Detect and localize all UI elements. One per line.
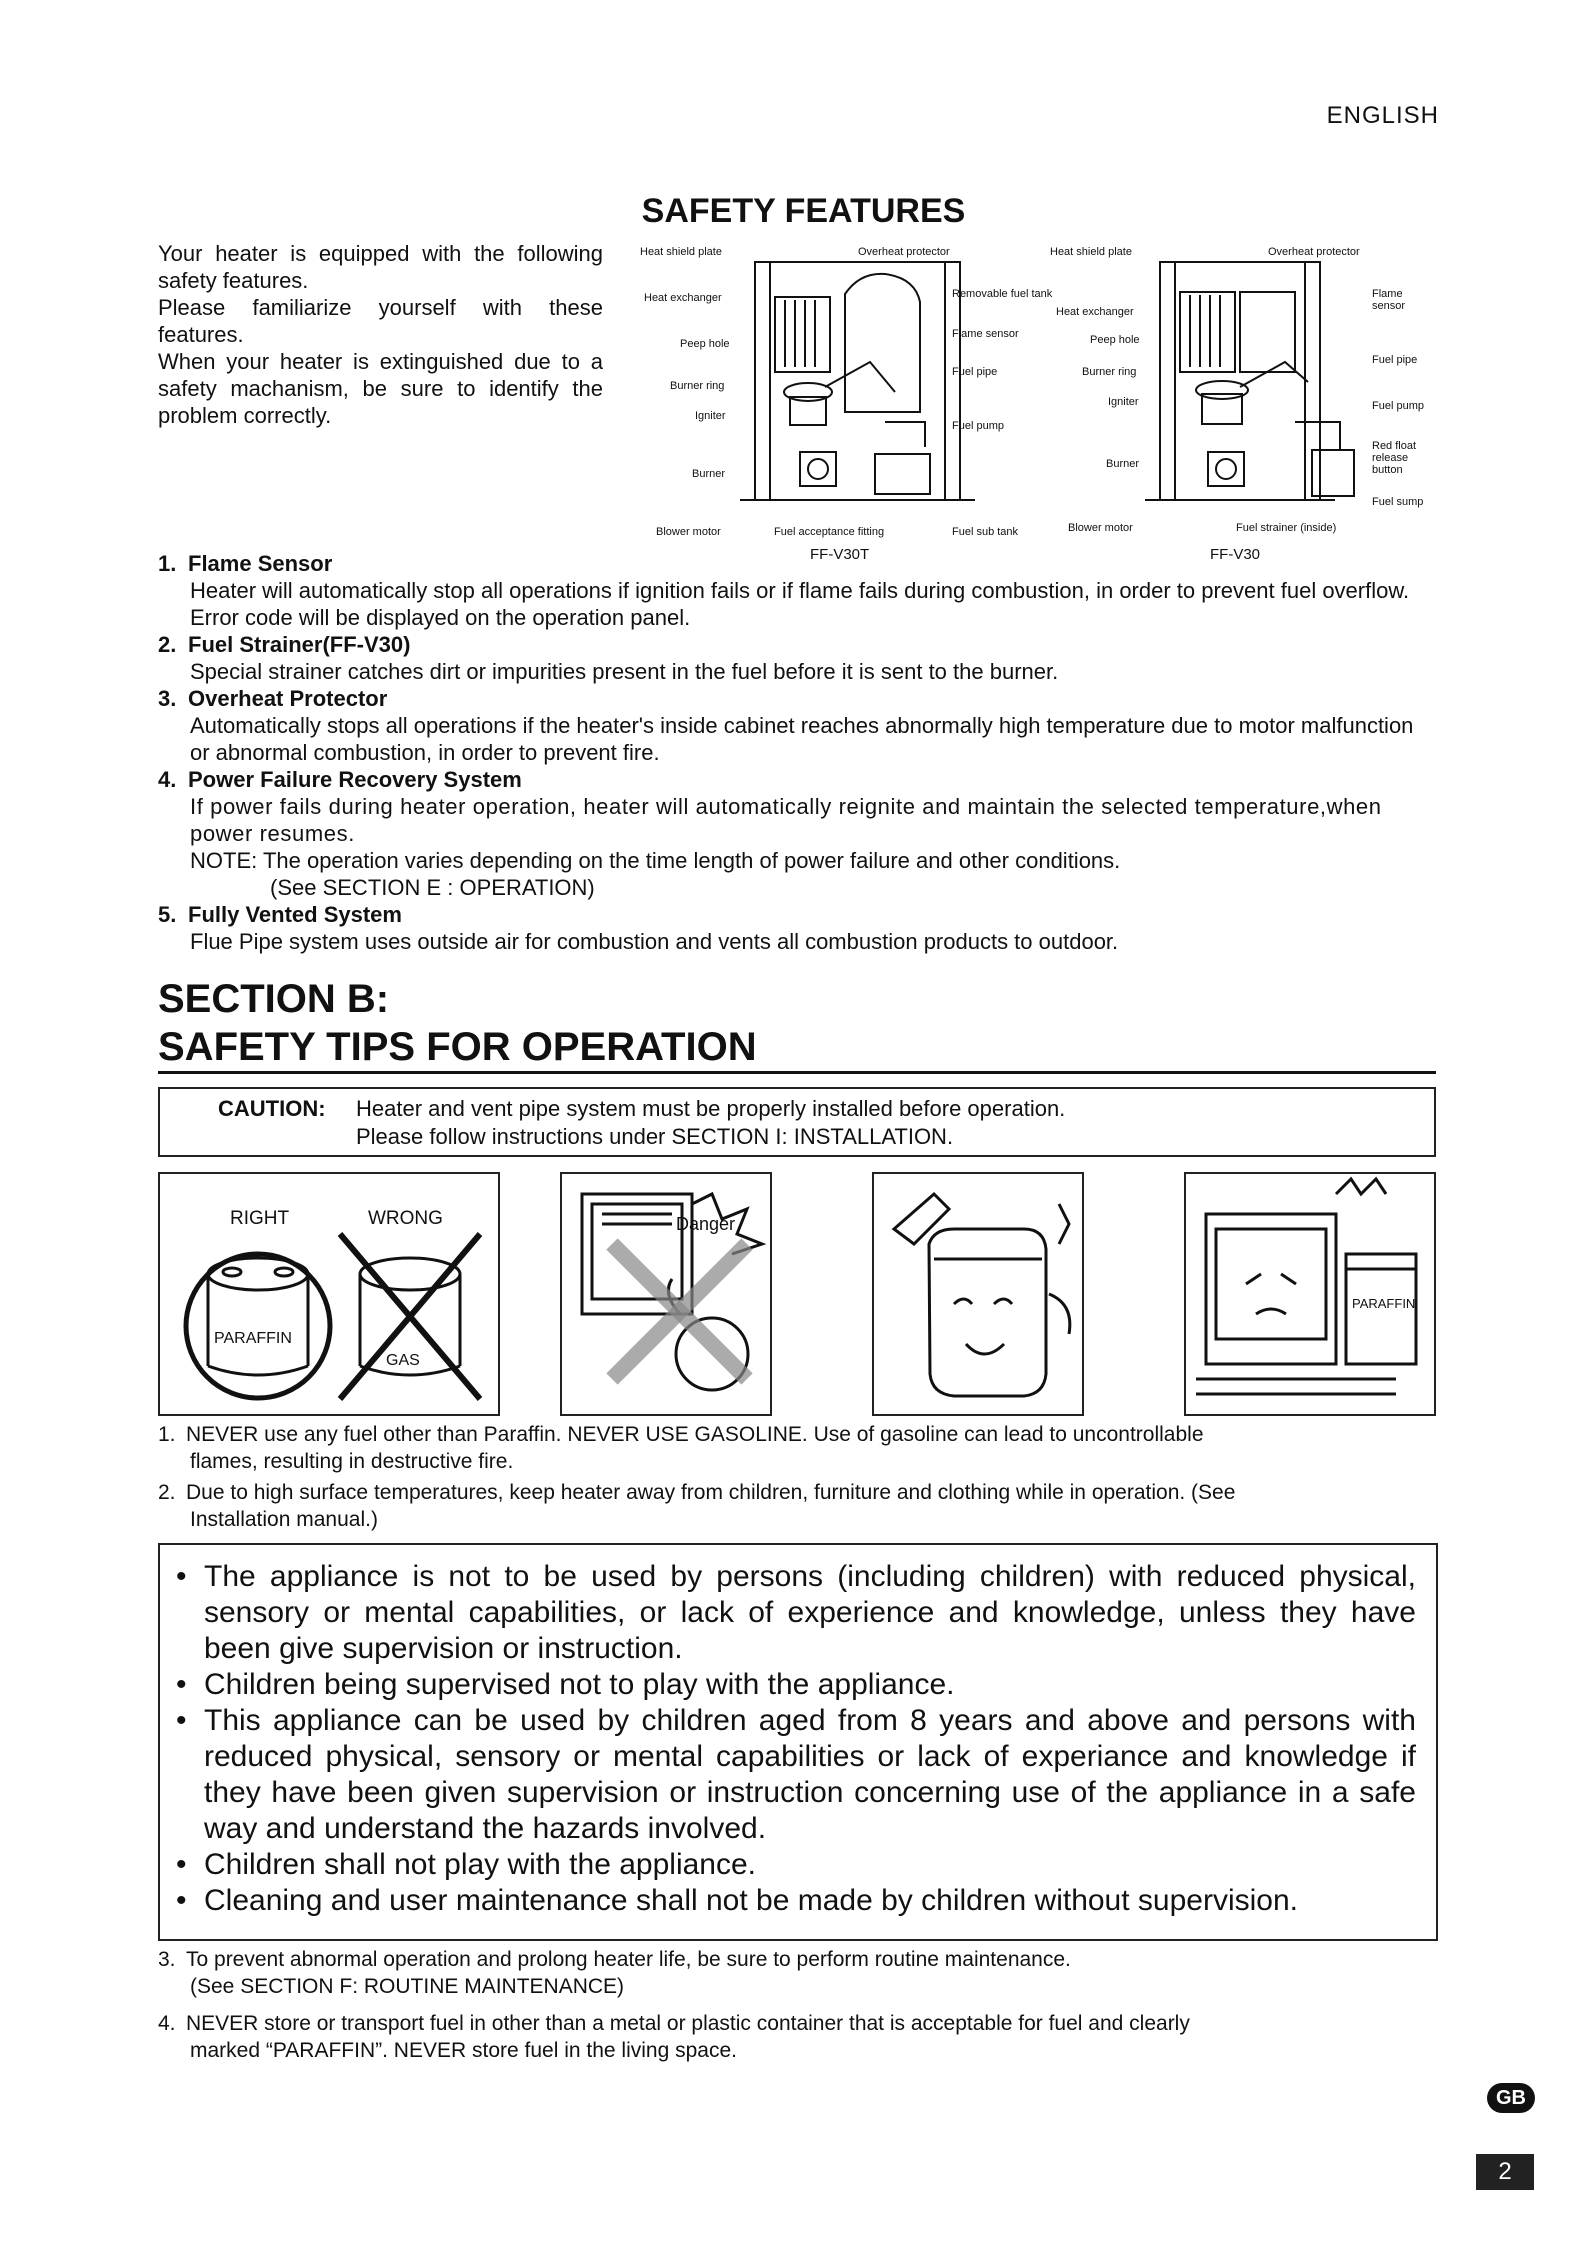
safety-features-title: SAFETY FEATURES	[641, 192, 966, 230]
feature-note-reference: (See SECTION E : OPERATION)	[270, 875, 595, 900]
warning-text: Children shall not play with the appliance.	[204, 1848, 756, 1881]
wrong-label: WRONG	[368, 1208, 443, 1229]
feature-body: Special strainer catches dirt or impurities present in the fuel before it is sent to the burner.	[190, 659, 1059, 684]
feature-note: NOTE: The operation varies depending on the time length of power failure and other conditions.	[190, 848, 1121, 873]
tip-text: Installation manual.)	[190, 1508, 378, 1531]
feature-item	[158, 631, 1438, 685]
feature-title: Overheat Protector	[188, 686, 388, 711]
feature-title: Power Failure Recovery System	[188, 767, 522, 792]
tip-text: NEVER store or transport fuel in other than a metal or plastic container that is acceptable for fuel and clearly	[186, 2012, 1190, 2035]
label-flame-sensor: Flame	[1372, 288, 1403, 300]
label-fuel-strainer: Fuel strainer (inside)	[1236, 522, 1337, 534]
tip-text: marked “PARAFFIN”. NEVER store fuel in the living space.	[190, 2039, 737, 2062]
caution-label: CAUTION:	[218, 1096, 326, 1121]
label-burner: Burner	[692, 468, 726, 480]
section-b-title: SAFETY TIPS FOR OPERATION	[158, 1025, 757, 1069]
label-heat-shield-plate: Heat shield plate	[640, 246, 722, 258]
label-overheat-protector: Overheat protector	[1268, 246, 1360, 258]
label-fuel-pipe: Fuel pipe	[1372, 354, 1418, 366]
safety-tips-list	[158, 1946, 1438, 2064]
label-peep-hole: Peep hole	[1090, 334, 1140, 346]
caution-text: Please follow instructions under SECTION I: INSTALLATION.	[356, 1124, 954, 1149]
warning-item: • The appliance is not to be used by persons (including children) with reduced physical, sensory or mental capabilities, or lack of experience and knowledge, unless they have been give supervision or instruction.	[176, 1560, 1416, 1665]
intro-line: Please familiarize yourself with these features.	[158, 295, 603, 347]
feature-item	[158, 901, 1438, 955]
warning-text: Cleaning and user maintenance shall not be made by children without supervision.	[204, 1884, 1298, 1917]
label-peep-hole: Peep hole	[680, 338, 730, 350]
heater-diagram-ff-v30t	[640, 242, 1060, 562]
feature-number: 2.	[158, 632, 177, 657]
tip-item	[158, 1946, 1438, 2000]
feature-body: If power fails during heater operation, heater will automatically reignite and maintain the selected temperature,when power resumes.	[190, 794, 1382, 846]
tip-number: 2.	[158, 1481, 176, 1504]
danger-label: Danger	[676, 1214, 736, 1234]
feature-title: Fully Vented System	[188, 902, 402, 927]
model-name: FF-V30T	[810, 546, 870, 563]
paraffin-storage-picture	[1184, 1172, 1436, 1416]
feature-item	[158, 766, 1438, 901]
feature-number: 5.	[158, 902, 177, 927]
feature-number: 1.	[158, 551, 177, 576]
feature-body: Flue Pipe system uses outside air for combustion and vents all combustion products to outdoor.	[190, 929, 1119, 954]
feature-title: Flame Sensor	[188, 551, 333, 576]
warning-item: • Children being supervised not to play with the appliance.	[176, 1668, 955, 1701]
caution-box	[158, 1087, 1436, 1157]
heater-cleaning-picture	[872, 1172, 1084, 1416]
label-burner-ring: Burner ring	[670, 380, 725, 392]
paraffin-can-label: PARAFFIN	[1352, 1296, 1416, 1311]
region-badge: GB	[1487, 2083, 1535, 2113]
label-fuel-pump: Fuel pump	[952, 420, 1004, 432]
tip-text: NEVER use any fuel other than Paraffin. NEVER USE GASOLINE. Use of gasoline can lead to uncontrollable	[186, 1423, 1204, 1446]
section-divider	[158, 1071, 1436, 1074]
section-b-label: SECTION B:	[158, 977, 390, 1021]
warning-list	[160, 1545, 1436, 1919]
warning-text: This appliance can be used by children aged from 8 years and above and persons with reduced physical, sensory or mental capabilities or lack of experiance and knowledge if they have been given supervision or instruction concerning use of the appliance in a safe way and understand the hazards involved.	[204, 1704, 1416, 1845]
label-blower-motor: Blower motor	[1068, 522, 1133, 534]
intro-line: When your heater is extinguished due to a safety machanism, be sure to identify the problem correctly.	[158, 349, 603, 428]
feature-title: Fuel Strainer(FF-V30)	[188, 632, 411, 657]
warning-item: • Children shall not play with the appliance.	[176, 1848, 756, 1881]
feature-number: 4.	[158, 767, 177, 792]
tip-text: Due to high surface temperatures, keep heater away from children, furniture and clothing while in operation. (See	[186, 1481, 1236, 1504]
label-burner: Burner	[1106, 458, 1140, 470]
label-heat-exchanger: Heat exchanger	[1056, 306, 1134, 318]
warning-text: The appliance is not to be used by persons (including children) with reduced physical, sensory or mental capabilities, or lack of experience and knowledge, unless they have been give supervision or instruction.	[204, 1560, 1416, 1665]
label-fuel-pipe: Fuel pipe	[952, 366, 998, 378]
label-burner-ring: Burner ring	[1082, 366, 1137, 378]
label-igniter: Igniter	[695, 410, 726, 422]
tip-number: 4.	[158, 2012, 176, 2035]
language-label: ENGLISH	[1326, 102, 1439, 129]
feature-item	[158, 550, 1438, 631]
label-fuel-sump: Fuel sump	[1372, 496, 1424, 508]
tip-item	[158, 1479, 1438, 1533]
paraffin-can-label: PARAFFIN	[214, 1330, 292, 1347]
feature-number: 3.	[158, 686, 177, 711]
heater-with-brush-illustration	[874, 1174, 1082, 1414]
child-danger-picture	[560, 1172, 772, 1416]
label-heat-shield-plate: Heat shield plate	[1050, 246, 1132, 258]
label-flame-sensor: Flame sensor	[952, 328, 1019, 340]
warning-item: • Cleaning and user maintenance shall not be made by children without supervision.	[176, 1884, 1298, 1917]
tip-item	[158, 1421, 1438, 1475]
warning-text: Children being supervised not to play with the appliance.	[204, 1668, 955, 1701]
safety-tips-list	[158, 1421, 1438, 1533]
label-removable-fuel-tank: Removable fuel tank	[952, 288, 1053, 300]
caution-text: Heater and vent pipe system must be properly installed before operation.	[356, 1096, 1066, 1121]
label-red-float-release-button: Red float	[1372, 440, 1417, 452]
feature-body: Automatically stops all operations if the heater's inside cabinet reaches abnormally high temperature due to motor malfunction or abnormal combustion, in order to prevent fire.	[190, 713, 1414, 765]
label-red-float-release-button: release	[1372, 452, 1409, 464]
safety-features-list	[158, 550, 1438, 955]
section-b-heading	[158, 975, 757, 1071]
tip-item	[158, 2010, 1438, 2064]
label-red-float-release-button: button	[1372, 464, 1403, 476]
tip-text: flames, resulting in destructive fire.	[190, 1450, 514, 1473]
heater-diagram-ff-v30	[1050, 242, 1450, 562]
fuel-right-wrong-picture	[158, 1172, 500, 1416]
model-name: FF-V30	[1210, 546, 1261, 563]
warning-item: • This appliance can be used by children aged from 8 years and above and persons with reduced physical, sensory or mental capabilities or lack of experiance and knowledge if they have been given supervision or instruction concerning use of the appliance in a safe way and understand the hazards involved.	[176, 1704, 1416, 1845]
gas-can-label: GAS	[386, 1352, 420, 1369]
intro-line: Your heater is equipped with the following safety features.	[158, 241, 603, 293]
tip-text: (See SECTION F: ROUTINE MAINTENANCE)	[190, 1975, 625, 1998]
page-number: 2	[1476, 2154, 1534, 2190]
tip-number: 3.	[158, 1948, 176, 1971]
appliance-usage-warning-box	[158, 1543, 1438, 1941]
child-touching-heater-illustration	[562, 1174, 770, 1414]
safety-intro	[158, 240, 603, 429]
right-label: RIGHT	[230, 1208, 290, 1229]
heater-cutaway-illustration	[1050, 242, 1450, 532]
label-heat-exchanger: Heat exchanger	[644, 292, 722, 304]
label-igniter: Igniter	[1108, 396, 1139, 408]
feature-body: Heater will automatically stop all operations if ignition fails or if flame fails during combustion, in order to prevent fuel overflow. Error code will be displayed on the operation panel.	[190, 578, 1410, 630]
label-flame-sensor: sensor	[1372, 300, 1406, 312]
label-fuel-pump: Fuel pump	[1372, 400, 1424, 412]
feature-item	[158, 685, 1438, 766]
label-overheat-protector: Overheat protector	[858, 246, 950, 258]
tip-text: To prevent abnormal operation and prolong heater life, be sure to perform routine maintenance.	[186, 1948, 1071, 1971]
label-blower-motor: Blower motor	[656, 526, 721, 538]
label-fuel-sub-tank: Fuel sub tank	[952, 526, 1019, 538]
fuel-can-illustration	[160, 1174, 498, 1414]
label-fuel-acceptance-fitting: Fuel acceptance fitting	[774, 526, 885, 538]
heater-with-paraffin-can-illustration	[1186, 1174, 1434, 1414]
tip-number: 1.	[158, 1423, 176, 1446]
